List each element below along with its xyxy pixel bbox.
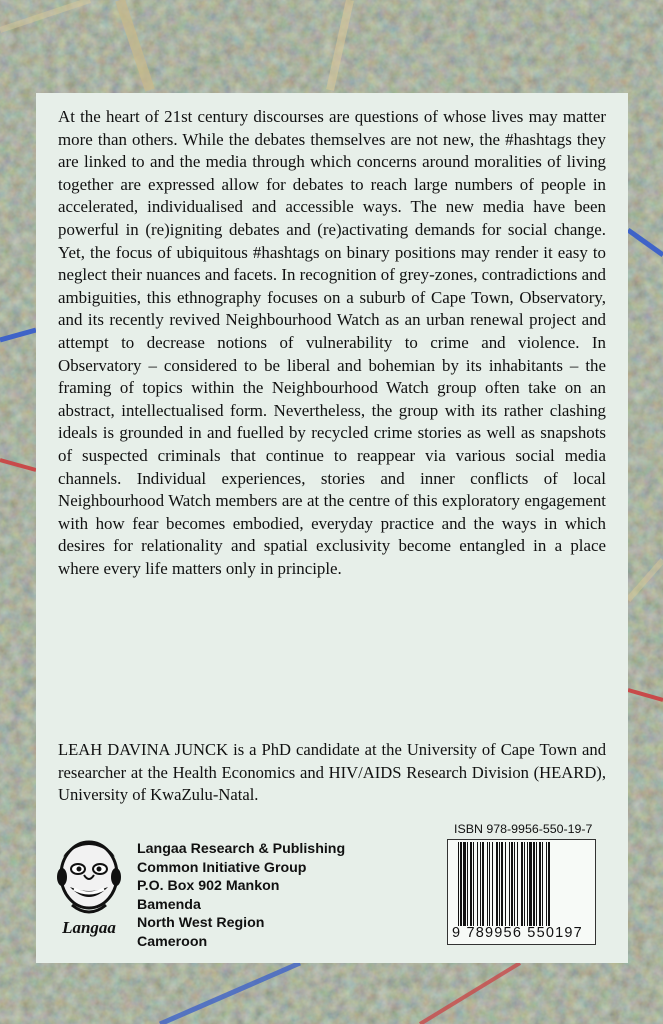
barcode-bar — [467, 842, 468, 926]
barcode-bar — [505, 842, 506, 926]
barcode-bar — [477, 842, 478, 926]
langaa-logo — [54, 835, 124, 937]
barcode-bar — [542, 842, 543, 926]
publisher-region: North West Region — [137, 915, 265, 932]
barcode-bar — [463, 842, 466, 926]
barcode-bar — [499, 842, 500, 926]
barcode-bar — [539, 842, 541, 926]
publisher-address — [137, 840, 345, 952]
barcode-bar — [517, 842, 518, 926]
barcode-bar — [470, 842, 472, 926]
barcode-bar — [492, 842, 493, 926]
publisher-city: Bamenda — [137, 896, 201, 913]
isbn-barcode — [447, 839, 596, 945]
barcode-bar — [548, 842, 550, 926]
publisher-group: Common Initiative Group — [137, 859, 307, 876]
barcode-bar — [536, 842, 537, 926]
barcode-bar — [496, 842, 498, 926]
barcode-bar — [501, 842, 503, 926]
barcode-bar — [524, 842, 525, 926]
barcode-bar — [527, 842, 528, 926]
barcode-bar — [473, 842, 474, 926]
barcode-bar — [482, 842, 484, 926]
barcode-bar — [533, 842, 535, 926]
barcode-bar — [509, 842, 510, 926]
barcode-bar — [511, 842, 513, 926]
barcode-bar — [458, 842, 459, 926]
author-bio: LEAH DAVINA JUNCK is a PhD candidate at the University of Cape Town and researcher at the Health Economics and HIV/AIDS Research Division (HEARD), University of KwaZulu-Natal. — [58, 740, 606, 805]
barcode-bars — [452, 842, 591, 926]
barcode-digits: 9 789956 550197 — [452, 925, 583, 941]
book-blurb: At the heart of 21st century discourses are questions of whose lives may matter more than others. While the debates themselves are not new, the #hashtags they are linked to and the media through which concerns around moralities of living together are expressed allow for debates to reach large numbers of people in accelerated, individualised and accessible ways. The new media have been powerful in (re)igniting debates and (re)activating demands for social change. Yet, the focus of ubiquitous #hashtags on binary positions may render it easy to neglect their nuances and facets. In recognition of grey-zones, contradictions and ambiguities, this ethnography focuses on a suburb of Cape Town, Observatory, and its recently revived Neighbourhood Watch as an urban renewal project and attempt to decrease notions of vulnerability to crime and violence. In Observatory – considered to be liberal and bohemian by its inhabitants – the framing of topics within the Neighbourhood Watch group often take on an abstract, intellectualised form. Nevertheless, the group with its rather clashing ideals is grounded in and fuelled by recycled crime stories as well as snapshots of suspected criminals that continue to reappear via various social media channels. Individual experiences, stories and inner conflicts of local Neighbourhood Watch members are at the centre of this exploratory engagement with how fear becomes embodied, everyday practice and the ways in which desires for relationality and spatial exclusivity become entangled in a place where every life matters only in principle. — [58, 107, 606, 578]
barcode-bar — [514, 842, 515, 926]
barcode-bar — [487, 842, 488, 926]
barcode-bar — [546, 842, 547, 926]
isbn-label: ISBN 978-9956-550-19-7 — [454, 822, 593, 836]
publisher-name: Langaa Research & Publishing — [137, 841, 346, 857]
langaa-logo-text: Langaa — [62, 918, 116, 937]
barcode-bar — [521, 842, 523, 926]
barcode-bar — [489, 842, 490, 926]
publisher-po-box: P.O. Box 902 Mankon — [137, 878, 280, 895]
publisher-country: Cameroon — [137, 933, 208, 950]
barcode-bar — [480, 842, 481, 926]
barcode-bar — [460, 842, 462, 926]
barcode-bar — [529, 842, 532, 926]
